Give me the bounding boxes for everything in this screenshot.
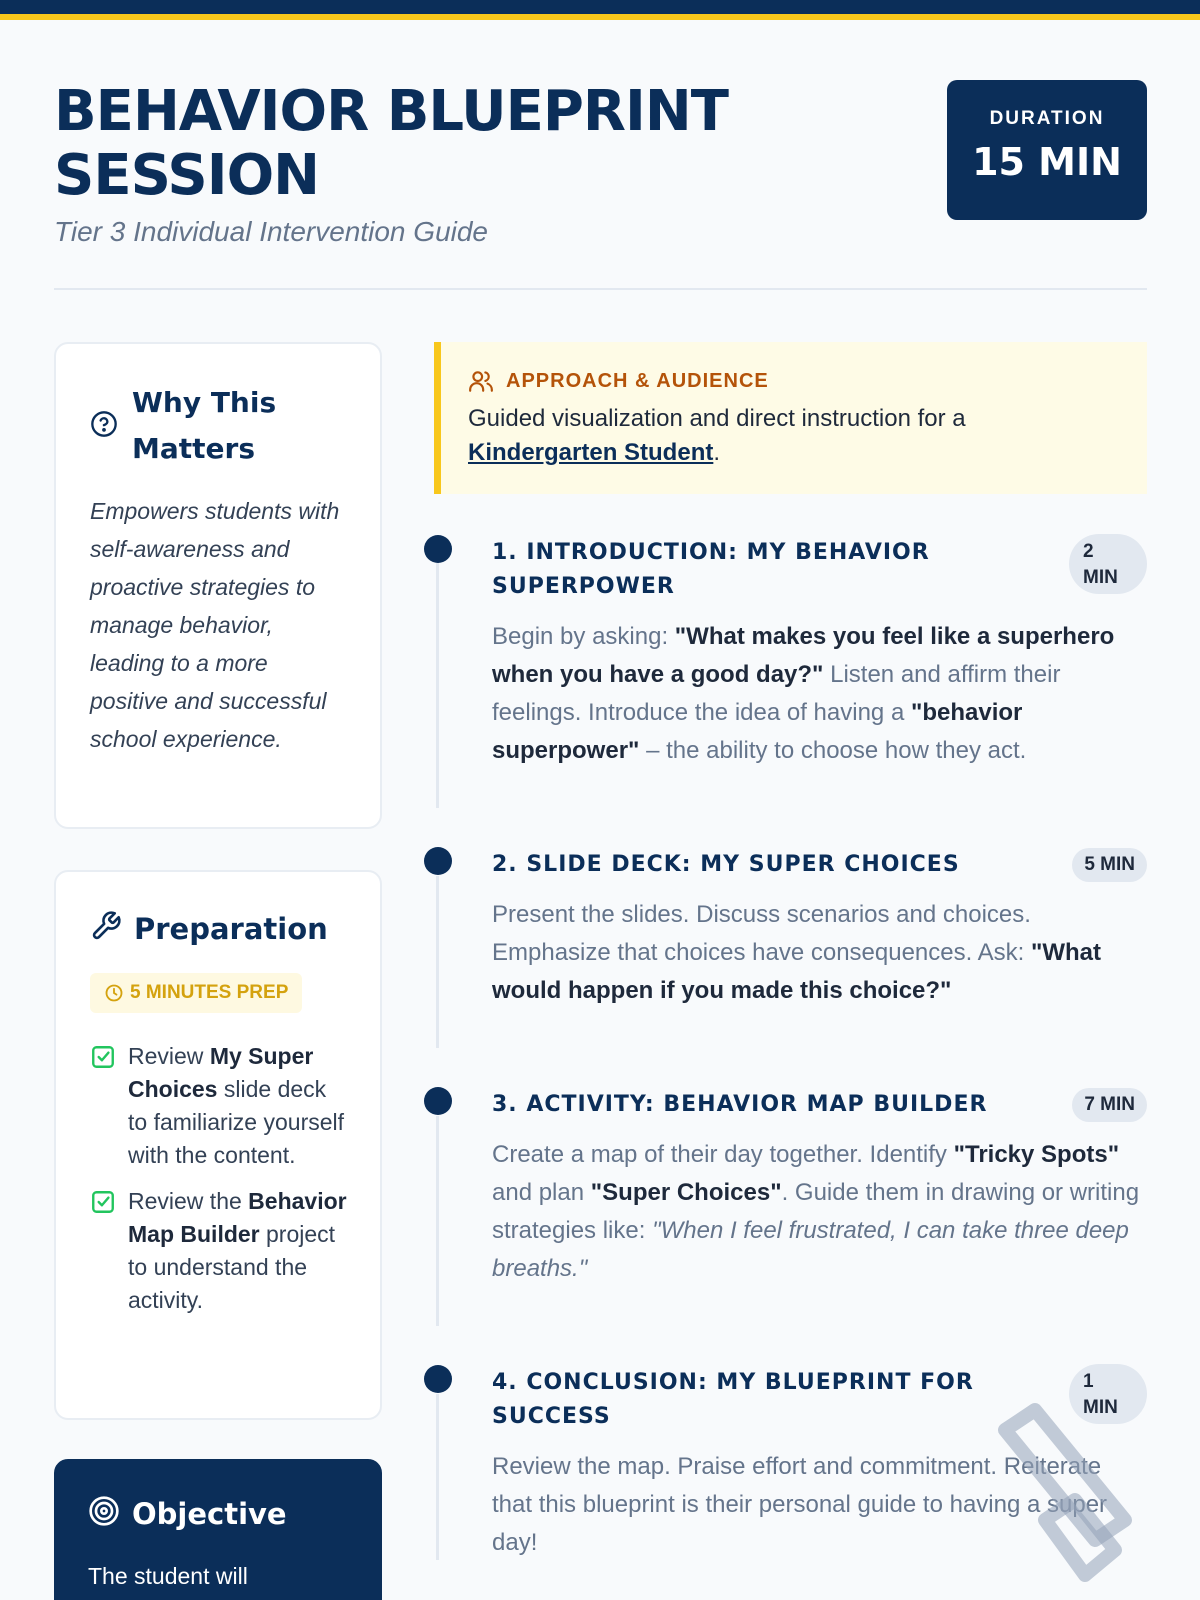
prep-list: [90, 1040, 350, 1330]
clock-icon: [104, 983, 124, 1003]
duration-badge: [947, 80, 1147, 220]
timeline-connector: [436, 876, 439, 1048]
step-body: Create a map of their day together. Identify "Tricky Spots" and plan "Super Choices". Guide them in drawing or writing strategies like: "When I feel frustrated, I can take three deep breaths.": [492, 1141, 1140, 1282]
timeline-connector: [436, 1394, 439, 1560]
timeline-dot: [424, 1365, 452, 1393]
duration-value: 15 MIN: [972, 140, 1122, 184]
step-duration-badge: 5 MIN: [1072, 848, 1147, 882]
step-slide-deck: [492, 848, 1147, 1010]
list-item: Review My Super Choices slide deck to familiarize yourself with the content.: [90, 1040, 350, 1172]
timeline-dot: [424, 1087, 452, 1115]
objective-title: Objective: [132, 1496, 287, 1531]
timeline-connector: [436, 1116, 439, 1326]
step-activity: [492, 1088, 1147, 1288]
duration-label: DURATION: [989, 108, 1105, 129]
step-body: Review the map. Praise effort and commitment. Reiterate that this blueprint is their personal guide to having a super day!: [492, 1453, 1108, 1556]
target-icon: [88, 1495, 120, 1532]
objective-card: [54, 1459, 382, 1600]
step-duration-badge: 2 MIN: [1069, 534, 1147, 594]
step-duration-badge: 7 MIN: [1072, 1088, 1147, 1122]
watermark-logo-icon: [985, 1400, 1145, 1600]
top-accent-bar: [0, 0, 1200, 20]
step-title: 2. SLIDE DECK: MY SUPER CHOICES: [492, 852, 960, 877]
audience-link[interactable]: Kindergarten Student: [468, 439, 714, 466]
step-title: 3. ACTIVITY: BEHAVIOR MAP BUILDER: [492, 1092, 988, 1117]
step-title: 1. INTRODUCTION: MY BEHAVIOR SUPERPOWER: [492, 540, 930, 599]
why-title: Why This Matters: [132, 386, 277, 465]
timeline-connector: [436, 560, 439, 808]
timeline-dot: [424, 847, 452, 875]
why-card: [54, 342, 382, 829]
page-title: BEHAVIOR BLUEPRINT SESSION: [54, 79, 728, 208]
step-duration-badge: 1 MIN: [1069, 1364, 1147, 1424]
prep-time-label: 5 MINUTES PREP: [130, 982, 289, 1003]
preparation-card: [54, 870, 382, 1420]
page-header: [54, 80, 1147, 290]
preparation-title: Preparation: [134, 911, 328, 946]
step-body: Present the slides. Discuss scenarios and choices. Emphasize that choices have consequences. Ask: "What would happen if you made this choice?": [492, 901, 1102, 1004]
step-introduction: [492, 536, 1147, 770]
why-body: Empowers students with self-awareness and proactive strategies to manage behavior, leading to a more positive and successful school experience.: [90, 498, 340, 752]
approach-heading: APPROACH & AUDIENCE: [506, 369, 769, 392]
approach-callout: [434, 342, 1147, 494]
approach-text: Guided visualization and direct instruction for a Kindergarten Student.: [468, 405, 966, 466]
checkbox-checked-icon: [90, 1189, 118, 1224]
wrench-icon: [90, 910, 122, 947]
step-body: Begin by asking: "What makes you feel like a superhero when you have a good day?" Listen and affirm their feelings. Introduce the idea of having a "behavior superpower" – the ability to choose how they act.: [492, 623, 1115, 764]
list-item: Review the Behavior Map Builder project to understand the activity.: [90, 1185, 350, 1317]
question-circle-icon: [90, 410, 118, 443]
timeline-dot: [424, 535, 452, 563]
checkbox-checked-icon: [90, 1044, 118, 1079]
users-icon: [468, 368, 494, 394]
prep-time-badge: [90, 973, 302, 1013]
step-title: 4. CONCLUSION: MY BLUEPRINT FOR SUCCESS: [492, 1370, 974, 1429]
page-subtitle: Tier 3 Individual Intervention Guide: [54, 216, 488, 247]
objective-body: The student will: [88, 1563, 248, 1589]
